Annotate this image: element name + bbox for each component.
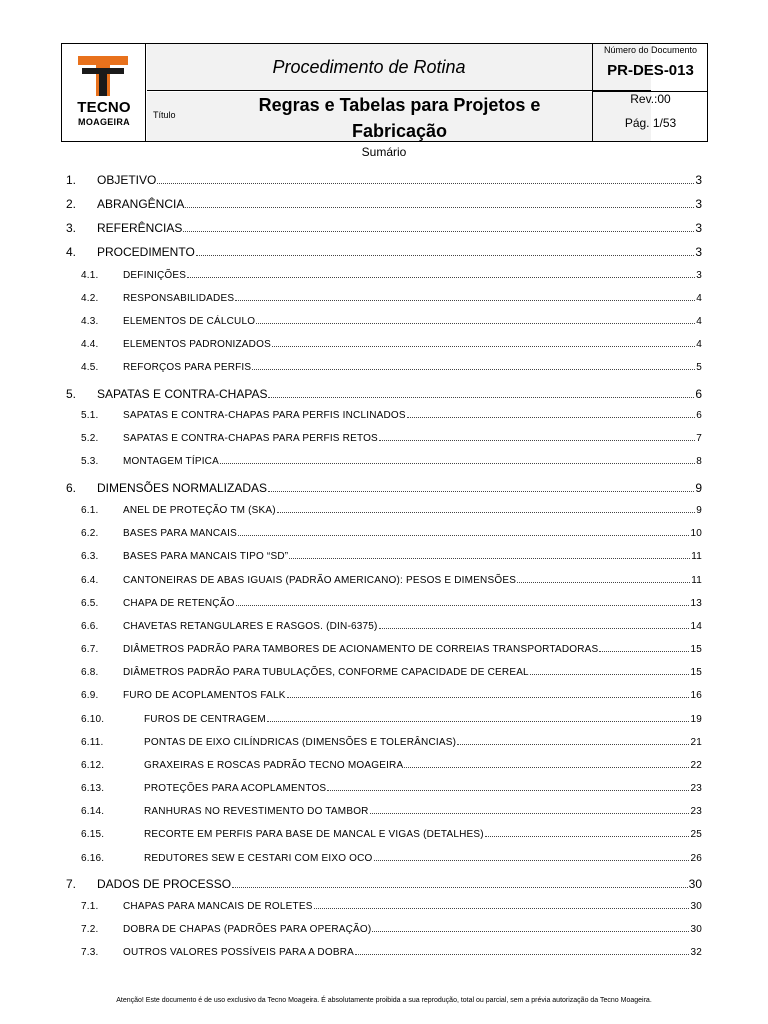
- toc-entry-label: BASES PARA MANCAIS TIPO “SD”: [123, 551, 289, 562]
- logo-subname: MOAGEIRA: [78, 117, 130, 127]
- toc-entry-number: 7.1.: [81, 901, 99, 912]
- toc-leader-dots: [374, 860, 690, 861]
- toc-entry-page: 16: [690, 690, 702, 701]
- doc-type: Procedimento de Rotina: [272, 57, 466, 77]
- toc-entry[interactable]: [66, 221, 702, 235]
- toc-entry-page: 30: [690, 901, 702, 912]
- toc-entry-number: 6.4.: [81, 575, 99, 586]
- toc-entry-label: CHAVETAS RETANGULARES E RASGOS. (DIN-6375): [123, 621, 378, 632]
- toc-entry[interactable]: [66, 829, 702, 840]
- toc-entry-page: 4: [696, 293, 702, 304]
- toc-entry-number: 4.2.: [81, 293, 99, 304]
- toc-entry-label: SAPATAS E CONTRA-CHAPAS PARA PERFIS RETOS: [123, 433, 378, 444]
- toc-leader-dots: [530, 674, 690, 675]
- toc-entry-page: 8: [696, 456, 702, 467]
- toc-leader-dots: [327, 790, 689, 791]
- toc-leader-dots: [289, 558, 690, 559]
- toc-entry-label: REFERÊNCIAS: [97, 221, 183, 235]
- toc-entry[interactable]: [66, 270, 702, 281]
- toc-entry-label: SAPATAS E CONTRA-CHAPAS PARA PERFIS INCLINADOS: [123, 410, 406, 421]
- toc-leader-dots: [196, 255, 695, 256]
- toc-entry-number: 6.8.: [81, 667, 99, 678]
- toc-entry-label: CHAPAS PARA MANCAIS DE ROLETES: [123, 901, 313, 912]
- toc-entry-label: ELEMENTOS DE CÁLCULO: [123, 316, 256, 327]
- toc-entry-page: 15: [690, 644, 702, 655]
- toc-entry-page: 11: [691, 575, 702, 586]
- toc-leader-dots: [517, 582, 690, 583]
- toc-entry-label: DIMENSÕES NORMALIZADAS: [97, 481, 268, 495]
- toc-entry-label: BASES PARA MANCAIS: [123, 528, 238, 539]
- toc-leader-dots: [370, 813, 690, 814]
- toc-entry-page: 9: [696, 505, 702, 516]
- toc-entry[interactable]: [66, 173, 702, 187]
- toc-entry-number: 1.: [66, 173, 77, 187]
- toc-entry[interactable]: [66, 551, 702, 562]
- logo-name: TECNO: [77, 99, 131, 116]
- toc-leader-dots: [355, 954, 689, 955]
- toc-leader-dots: [457, 744, 689, 745]
- toc-entry-page: 3: [695, 173, 702, 187]
- toc-entry-number: 4.4.: [81, 339, 99, 350]
- toc-entry-page: 13: [690, 598, 702, 609]
- toc-leader-dots: [272, 346, 695, 347]
- toc-leader-dots: [256, 323, 695, 324]
- toc-entry[interactable]: [66, 339, 702, 350]
- toc-entry[interactable]: [66, 245, 702, 259]
- toc-entry[interactable]: [66, 197, 702, 211]
- toc-entry[interactable]: [66, 410, 702, 421]
- toc-entry-page: 9: [695, 481, 702, 495]
- toc-entry-label: PONTAS DE EIXO CILÍNDRICAS (DIMENSÕES E TOLERÂNCIAS): [144, 737, 457, 748]
- toc-entry-number: 6.11.: [81, 737, 104, 748]
- toc-entry-label: DOBRA DE CHAPAS (PADRÕES PARA OPERAÇÃO): [123, 924, 372, 935]
- toc-entry-label: CANTONEIRAS DE ABAS IGUAIS (PADRÃO AMERICANO): PESOS E DIMENSÕES: [123, 575, 517, 586]
- toc-entry-page: 22: [690, 760, 702, 771]
- toc-leader-dots: [187, 277, 695, 278]
- toc-leader-dots: [268, 491, 694, 492]
- toc-entry-label: ABRANGÊNCIA: [97, 197, 185, 211]
- toc-leader-dots: [372, 931, 689, 932]
- toc-entry-number: 6.12.: [81, 760, 105, 771]
- toc-entry[interactable]: [66, 598, 702, 609]
- toc-entry-page: 4: [696, 316, 702, 327]
- toc-entry-page: 7: [696, 433, 702, 444]
- toc-entry[interactable]: [66, 924, 702, 935]
- toc-entry-page: 19: [690, 714, 702, 725]
- toc-entry[interactable]: [66, 362, 702, 373]
- docnum-label: Número do Documento: [603, 45, 698, 55]
- toc-entry-page: 26: [690, 853, 702, 864]
- toc-entry-page: 6: [695, 387, 702, 401]
- toc-entry[interactable]: [66, 783, 702, 794]
- toc-leader-dots: [287, 697, 690, 698]
- toc-entry-number: 6.3.: [81, 551, 99, 562]
- toc-entry[interactable]: [66, 293, 702, 304]
- toc-entry-page: 3: [695, 245, 702, 259]
- toc-entry-number: 7.2.: [81, 924, 99, 935]
- toc-entry-number: 6.7.: [81, 644, 99, 655]
- toc-leader-dots: [157, 183, 694, 184]
- toc-entry-label: PROTEÇÕES PARA ACOPLAMENTOS: [144, 783, 327, 794]
- toc-entry-number: 6.6.: [81, 621, 99, 632]
- toc-entry-number: 7.3.: [81, 947, 99, 958]
- toc-entry-label: MONTAGEM TÍPICA: [123, 456, 219, 467]
- document-title: [207, 92, 592, 144]
- toc-entry-number: 4.5.: [81, 362, 99, 373]
- toc-entry-page: 32: [690, 947, 702, 958]
- toc-entry-number: 4.: [66, 245, 77, 259]
- titulo-label: Título: [153, 110, 176, 120]
- toc-entry-number: 5.: [66, 387, 77, 401]
- toc-leader-dots: [404, 767, 689, 768]
- doc-info-cell: [592, 44, 707, 141]
- revision: Rev.:00: [630, 92, 671, 106]
- toc-entry-page: 30: [690, 924, 702, 935]
- toc-entry-page: 3: [696, 270, 702, 281]
- toc-entry-number: 6.1.: [81, 505, 99, 516]
- toc-entry-number: 5.2.: [81, 433, 99, 444]
- logo-t-icon: [78, 56, 128, 96]
- toc-entry-number: 3.: [66, 221, 77, 235]
- toc-leader-dots: [277, 512, 695, 513]
- toc-entry-number: 6.2.: [81, 528, 99, 539]
- toc-entry-label: OBJETIVO: [97, 173, 157, 187]
- toc-entry[interactable]: [66, 387, 702, 401]
- toc-entry-page: 30: [688, 877, 702, 891]
- toc-leader-dots: [314, 908, 690, 909]
- toc-entry-label: CHAPA DE RETENÇÃO: [123, 598, 235, 609]
- toc-entry-label: RECORTE EM PERFIS PARA BASE DE MANCAL E VIGAS (DETALHES): [144, 829, 484, 840]
- toc-entry-label: RESPONSABILIDADES: [123, 293, 235, 304]
- toc-entry-page: 25: [690, 829, 702, 840]
- toc-entry[interactable]: [66, 947, 702, 958]
- title-cell: [147, 92, 651, 141]
- toc-leader-dots: [236, 605, 690, 606]
- company-logo: [62, 44, 146, 141]
- doc-type-cell: [147, 44, 651, 91]
- toc-entry[interactable]: [66, 621, 702, 632]
- toc-entry-number: 4.3.: [81, 316, 99, 327]
- toc-entry-page: 23: [690, 806, 702, 817]
- toc-entry-page: 6: [696, 410, 702, 421]
- toc-entry-number: 5.3.: [81, 456, 99, 467]
- toc-entry-page: 10: [690, 528, 702, 539]
- toc-leader-dots: [232, 887, 688, 888]
- title-line-2: Fabricação: [351, 121, 448, 141]
- footer-notice: Atenção! Este documento é de uso exclusivo da Tecno Moageira. É absolutamente proibida a sua reprodução, total ou parcial, sem a prévia autorização da Tecno Moageira.: [116, 997, 652, 1004]
- toc-leader-dots: [599, 651, 689, 652]
- toc-entry-number: 4.1.: [81, 270, 99, 281]
- toc-entry-label: RANHURAS NO REVESTIMENTO DO TAMBOR: [144, 806, 369, 817]
- document-number: PR-DES-013: [607, 62, 694, 79]
- toc-leader-dots: [183, 231, 694, 232]
- toc-leader-dots: [185, 207, 694, 208]
- toc-leader-dots: [220, 463, 695, 464]
- toc-entry-page: 14: [690, 621, 702, 632]
- toc-leader-dots: [485, 836, 690, 837]
- toc-entry-label: ANEL DE PROTEÇÃO TM (SKA): [123, 505, 276, 516]
- toc-entry-label: DEFINIÇÕES: [123, 270, 187, 281]
- toc-entry-number: 7.: [66, 877, 77, 891]
- title-line-1: Regras e Tabelas para Projetos e: [258, 95, 541, 115]
- toc-entry-label: GRAXEIRAS E ROSCAS PADRÃO TECNO MOAGEIRA: [144, 760, 404, 771]
- toc-entry-number: 6.9.: [81, 690, 99, 701]
- toc-entry-page: 21: [690, 737, 702, 748]
- toc-entry-page: 5: [696, 362, 702, 373]
- toc-entry-number: 6.16.: [81, 853, 105, 864]
- toc-entry[interactable]: [66, 481, 702, 495]
- toc-entry[interactable]: [66, 901, 702, 912]
- toc-entry-label: FURO DE ACOPLAMENTOS FALK: [123, 690, 286, 701]
- toc-entry[interactable]: [66, 853, 702, 864]
- toc-entry-number: 6.14.: [81, 806, 105, 817]
- toc-entry[interactable]: [66, 316, 702, 327]
- toc-entry-page: 4: [696, 339, 702, 350]
- toc-entry-label: DADOS DE PROCESSO: [97, 877, 232, 891]
- toc-entry[interactable]: [66, 575, 702, 586]
- toc-leader-dots: [379, 440, 695, 441]
- toc-entry-number: 5.1.: [81, 410, 99, 421]
- toc-leader-dots: [379, 628, 690, 629]
- toc-entry-page: 23: [690, 783, 702, 794]
- toc-entry[interactable]: [66, 433, 702, 444]
- toc-entry-label: REDUTORES SEW E CESTARI COM EIXO OCO: [144, 853, 373, 864]
- toc-entry[interactable]: [66, 877, 702, 891]
- toc-entry[interactable]: [66, 528, 702, 539]
- toc-leader-dots: [238, 535, 689, 536]
- toc-entry-label: OUTROS VALORES POSSÍVEIS PARA A DOBRA: [123, 947, 354, 958]
- toc-entry-label: FUROS DE CENTRAGEM: [144, 714, 266, 725]
- table-of-contents: [0, 168, 768, 970]
- toc-entry-number: 6.5.: [81, 598, 99, 609]
- toc-entry-label: SAPATAS E CONTRA-CHAPAS: [97, 387, 268, 401]
- toc-entry-label: ELEMENTOS PADRONIZADOS: [123, 339, 271, 350]
- toc-leader-dots: [407, 417, 695, 418]
- toc-entry-label: PROCEDIMENTO: [97, 245, 195, 259]
- toc-entry-page: 15: [690, 667, 702, 678]
- toc-leader-dots: [252, 369, 695, 370]
- toc-entry-number: 2.: [66, 197, 77, 211]
- document-header: [61, 43, 708, 142]
- toc-entry-label: DIÂMETROS PADRÃO PARA TAMBORES DE ACIONAMENTO DE CORREIAS TRANSPORTADORAS: [123, 644, 599, 655]
- toc-entry-page: 3: [695, 221, 702, 235]
- toc-entry[interactable]: [66, 760, 702, 771]
- toc-entry[interactable]: [66, 456, 702, 467]
- toc-entry[interactable]: [66, 644, 702, 655]
- summary-heading: Sumário: [361, 145, 407, 159]
- toc-entry-number: 6.13.: [81, 783, 105, 794]
- toc-leader-dots: [235, 300, 695, 301]
- toc-entry-number: 6.15.: [81, 829, 105, 840]
- toc-entry-number: 6.: [66, 481, 77, 495]
- toc-entry[interactable]: [66, 505, 702, 516]
- page-number: Pág. 1/53: [624, 116, 677, 130]
- toc-entry-label: REFORÇOS PARA PERFIS: [123, 362, 252, 373]
- toc-entry-number: 6.10.: [81, 714, 105, 725]
- toc-leader-dots: [268, 397, 694, 398]
- toc-entry[interactable]: [66, 806, 702, 817]
- toc-entry[interactable]: [66, 737, 702, 748]
- toc-entry-page: 3: [695, 197, 702, 211]
- toc-entry[interactable]: [66, 714, 702, 725]
- toc-entry[interactable]: [66, 690, 702, 701]
- toc-entry[interactable]: [66, 667, 702, 678]
- toc-entry-page: 11: [691, 551, 702, 562]
- toc-leader-dots: [267, 721, 690, 722]
- toc-entry-label: DIÂMETROS PADRÃO PARA TUBULAÇÕES, CONFORME CAPACIDADE DE CEREAL: [123, 667, 529, 678]
